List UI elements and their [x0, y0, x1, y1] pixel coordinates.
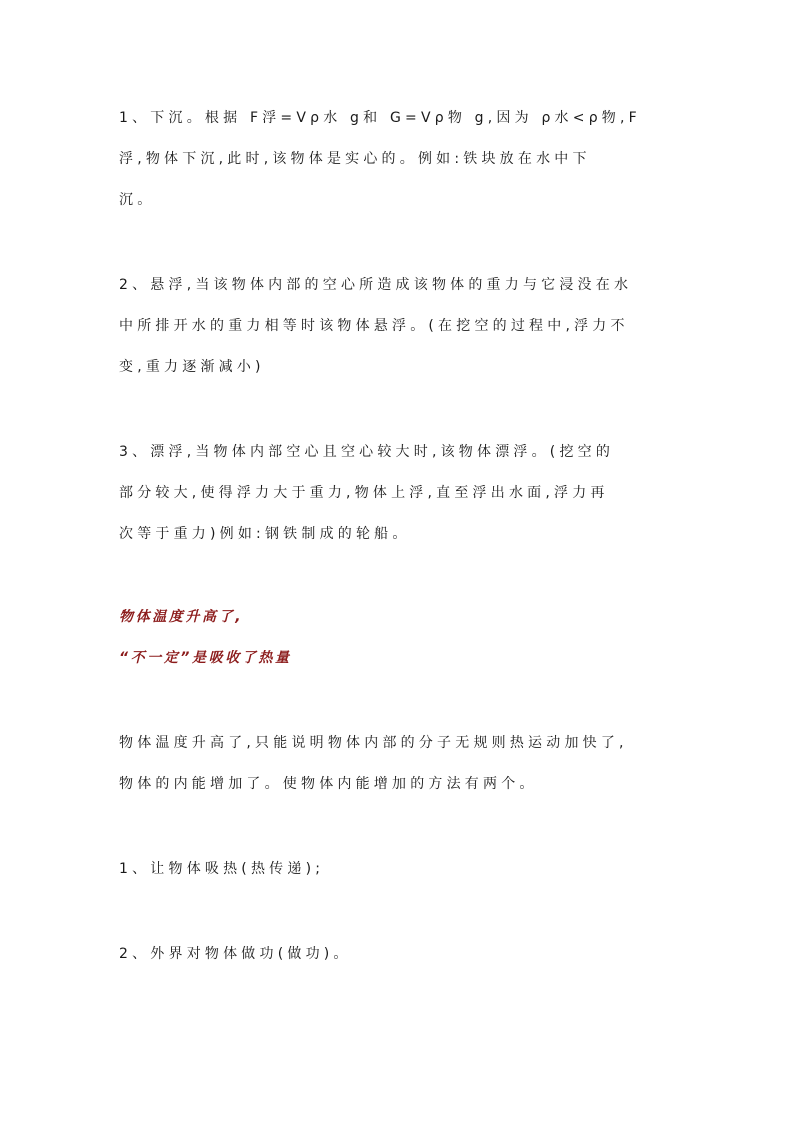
- list-item-heat-transfer: 1、让物体吸热(热传递);: [119, 861, 325, 877]
- paragraph-floating-line-1: 3、漂浮,当物体内部空心且空心较大时,该物体漂浮。(挖空的: [119, 444, 615, 460]
- section-heading-line-2: “不一定”是吸收了热量: [119, 650, 292, 666]
- paragraph-suspension-line-1: 2、悬浮,当该物体内部的空心所造成该物体的重力与它浸没在水: [119, 277, 633, 293]
- paragraph-suspension-line-2: 中所排开水的重力相等时该物体悬浮。(在挖空的过程中,浮力不: [119, 318, 629, 334]
- list-item-doing-work: 2、外界对物体做功(做功)。: [119, 946, 352, 962]
- paragraph-sinking-line-3: 沉。: [119, 192, 156, 208]
- paragraph-floating-line-2: 部分较大,使得浮力大于重力,物体上浮,直至浮出水面,浮力再: [119, 485, 609, 501]
- paragraph-sinking-line-1: 1、下沉。根据 F浮=Vρ水 g和 G=Vρ物 g,因为 ρ水<ρ物,F: [119, 110, 641, 126]
- paragraph-floating-line-3: 次等于重力)例如:钢铁制成的轮船。: [119, 526, 411, 542]
- paragraph-temperature-line-1: 物体温度升高了,只能说明物体内部的分子无规则热运动加快了,: [119, 735, 628, 751]
- paragraph-suspension-line-3: 变,重力逐渐减小): [119, 359, 265, 375]
- paragraph-temperature-line-2: 物体的内能增加了。使物体内能增加的方法有两个。: [119, 776, 538, 792]
- section-heading-line-1: 物体温度升高了,: [119, 609, 244, 625]
- paragraph-sinking-line-2: 浮,物体下沉,此时,该物体是实心的。例如:铁块放在水中下: [119, 151, 591, 167]
